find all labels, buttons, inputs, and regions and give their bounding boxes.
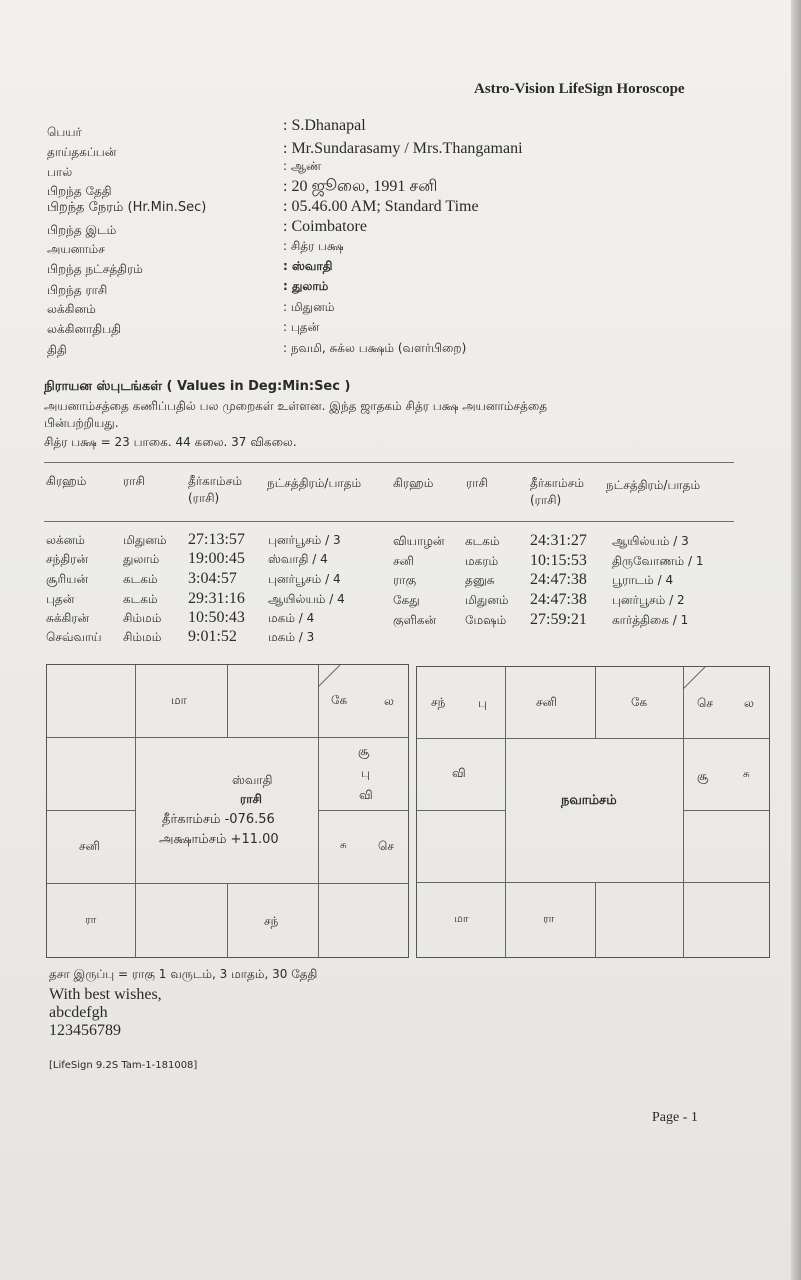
grid-line <box>318 810 408 811</box>
grid-line <box>595 667 596 738</box>
navamsa-cell-text: சூ <box>697 769 709 783</box>
table-cell: கடகம் <box>465 534 500 548</box>
table-cell: 27:59:21 <box>530 611 587 628</box>
header-title: Astro-Vision LifeSign Horoscope <box>474 81 685 97</box>
table-cell: தனுசு <box>465 573 495 587</box>
detail-label: அயனாம்ச <box>47 242 105 256</box>
detail-label: பிறந்த இடம் <box>47 223 117 237</box>
table-cell: கேது <box>393 593 420 607</box>
table-cell: மகம் / 3 <box>268 630 315 644</box>
detail-label: பிறந்த தேதி <box>47 184 112 198</box>
navamsa-cell-text: கே <box>631 695 648 709</box>
detail-value: : புதன் <box>283 320 320 334</box>
grid-line <box>47 737 408 738</box>
grid-line <box>318 665 319 957</box>
rasi-cell-text: செ <box>378 839 394 853</box>
grid-line <box>227 883 228 957</box>
dasa-balance: தசா இருப்பு = ராகு 1 வருடம், 3 மாதம், 30 தேதி <box>49 967 318 981</box>
table-cell: வியாழன் <box>393 534 445 548</box>
table-cell: திருவோணம் / 1 <box>612 554 704 568</box>
rasi-cell-text: ல <box>384 694 394 708</box>
detail-value: : 05.46.00 AM; Standard Time <box>283 198 479 215</box>
table-cell: 3:04:57 <box>188 570 237 587</box>
navamsa-chart <box>416 666 770 958</box>
grid-line <box>683 810 769 811</box>
grid-line <box>595 882 596 957</box>
table-cell: கடகம் <box>123 572 158 586</box>
table-cell: 24:31:27 <box>530 532 587 549</box>
rasi-cell-text: மா <box>171 693 187 707</box>
table-cell: மிதுனம் <box>123 533 167 547</box>
navamsa-cell-text: பு <box>478 696 487 710</box>
navamsa-cell-text: சனி <box>536 695 557 709</box>
rasi-center-latitude: அக்ஷாம்சம் +11.00 <box>159 832 279 847</box>
table-cell: செவ்வாய் <box>46 630 102 644</box>
rasi-center-star: ஸ்வாதி <box>232 773 273 787</box>
table-cell: புனர்பூசம் / 3 <box>268 533 341 547</box>
table-cell: துலாம் <box>123 552 160 566</box>
table-cell: சிம்மம் <box>123 630 162 644</box>
signature-number: 123456789 <box>49 1022 121 1039</box>
table-header-cell: கிரஹம் <box>46 474 87 488</box>
table-cell: 10:15:53 <box>530 552 587 569</box>
table-cell: ஸ்வாதி / 4 <box>268 552 328 566</box>
software-version: [LifeSign 9.2S Tam-1-181008] <box>49 1060 198 1071</box>
detail-value: : ஸ்வாதி <box>283 259 333 273</box>
grid-line <box>417 810 505 811</box>
grid-line <box>683 667 684 957</box>
table-cell: மகம் / 4 <box>268 611 315 625</box>
table-top-rule <box>44 462 734 463</box>
table-header-cell: ராசி <box>123 474 145 488</box>
rasi-chart <box>46 664 409 958</box>
table-header-cell: (ராசி) <box>530 493 562 507</box>
table-header-cell: ராசி <box>466 476 488 490</box>
navamsa-cell-text: மா <box>454 912 469 925</box>
table-cell: 24:47:38 <box>530 571 587 588</box>
rasi-center-title: ராசி <box>240 792 262 806</box>
lagna-marker <box>318 665 340 687</box>
table-cell: சந்திரன் <box>46 552 89 566</box>
table-header-cell: தீர்காம்சம் <box>188 474 242 488</box>
navamsa-cell-text: ரா <box>543 912 555 925</box>
table-header-cell: கிரஹம் <box>393 476 434 490</box>
rasi-cell-text: கே <box>331 693 348 707</box>
detail-value: : ஆண் <box>283 159 322 173</box>
wishes-text: With best wishes, <box>49 986 162 1003</box>
table-cell: மகரம் <box>465 554 499 568</box>
navamsa-cell-text: ல <box>744 696 754 710</box>
detail-label: லக்கினாதிபதி <box>47 322 121 336</box>
table-cell: மேஷம் <box>465 613 507 627</box>
detail-value: : மிதுனம் <box>283 300 335 314</box>
table-cell: கடகம் <box>123 592 158 606</box>
table-header-rule <box>44 521 734 522</box>
detail-label: பிறந்த நட்சத்திரம் <box>47 262 143 276</box>
table-cell: மிதுனம் <box>465 593 509 607</box>
table-cell: புனர்பூசம் / 2 <box>612 593 685 607</box>
table-cell: 9:01:52 <box>188 628 237 645</box>
detail-value: : Mr.Sundarasamy / Mrs.Thangamani <box>283 140 523 157</box>
navamsa-cell-text: வி <box>452 766 466 780</box>
table-cell: 24:47:38 <box>530 591 587 608</box>
grid-line <box>47 810 135 811</box>
signature-line: abcdefgh <box>49 1004 108 1021</box>
rasi-cell-text: வி <box>359 788 373 802</box>
rasi-cell-text: பு <box>361 766 370 780</box>
table-cell: புதன் <box>46 592 75 606</box>
navamsa-center-title: நவாம்சம் <box>561 793 617 808</box>
rasi-center-longitude: தீர்காம்சம் -076.56 <box>162 812 275 827</box>
detail-value: : துலாம் <box>283 279 329 293</box>
table-cell: 29:31:16 <box>188 590 245 607</box>
table-cell: சிம்மம் <box>123 611 162 625</box>
table-cell: 19:00:45 <box>188 550 245 567</box>
detail-value: : சித்ர பக்ஷ <box>283 239 344 253</box>
detail-value: : 20 ஜூலை, 1991 சனி <box>283 178 438 195</box>
detail-label: தாய்தகப்பன் <box>47 145 117 159</box>
table-header-cell: தீர்காம்சம் <box>530 476 584 490</box>
section-heading: நிராயன ஸ்புடங்கள் ( Values in Deg:Min:Sec ) <box>44 379 351 394</box>
ayanamsa-note: அயனாம்சத்தை கணிப்பதில் பல முறைகள் உள்ளன. இந்த ஜாதகம் சித்ர பக்ஷ அயனாம்சத்தை <box>44 399 548 413</box>
grid-line <box>417 738 769 739</box>
rasi-cell-text: சூ <box>358 744 370 758</box>
ayanamsa-note: பின்பற்றியது. <box>44 416 119 430</box>
rasi-cell-text: சந் <box>264 914 279 928</box>
rasi-cell-text: சனி <box>79 839 100 853</box>
table-header-cell: (ராசி) <box>188 491 220 505</box>
detail-label: திதி <box>47 343 67 357</box>
detail-label: லக்கினம் <box>47 302 96 316</box>
ayanamsa-value: சித்ர பக்ஷ = 23 பாகை. 44 கலை. 37 விகலை. <box>44 435 297 449</box>
detail-value: : நவமி, சுக்ல பக்ஷம் (வளர்பிறை) <box>283 341 467 355</box>
detail-label: பிறந்த ராசி <box>47 283 108 297</box>
navamsa-cell-text: செ <box>697 696 713 710</box>
table-cell: பூராடம் / 4 <box>612 573 674 587</box>
lagna-marker <box>683 667 705 689</box>
table-cell: கார்த்திகை / 1 <box>612 613 689 627</box>
grid-line <box>505 667 506 957</box>
grid-line <box>417 882 769 883</box>
detail-value: : S.Dhanapal <box>283 117 366 134</box>
table-cell: ஆயில்யம் / 4 <box>268 592 345 606</box>
detail-label: பிறந்த நேரம் (Hr.Min.Sec) <box>47 200 207 215</box>
table-header-cell: நட்சத்திரம்/பாதம் <box>606 478 701 492</box>
table-cell: சுக்கிரன் <box>46 611 90 625</box>
table-cell: சூரியன் <box>46 572 89 586</box>
detail-label: பால் <box>47 165 73 179</box>
rasi-cell-text: சு <box>340 840 347 851</box>
rasi-cell-text: ரா <box>85 913 97 926</box>
table-cell: 27:13:57 <box>188 531 245 548</box>
detail-value: : Coimbatore <box>283 218 367 235</box>
navamsa-cell-text: சு <box>743 769 750 780</box>
grid-line <box>227 665 228 737</box>
table-cell: லக்னம் <box>46 533 85 547</box>
navamsa-cell-text: சந் <box>431 695 446 709</box>
grid-line <box>135 665 136 957</box>
page-edge-shadow <box>791 0 801 1280</box>
table-cell: குளிகன் <box>393 613 437 627</box>
detail-label: பெயர் <box>47 125 82 139</box>
table-cell: ராகு <box>393 573 417 587</box>
page-number: Page - 1 <box>652 1110 698 1125</box>
table-cell: 10:50:43 <box>188 609 245 626</box>
table-cell: சனி <box>393 554 414 568</box>
table-cell: புனர்பூசம் / 4 <box>268 572 341 586</box>
table-header-cell: நட்சத்திரம்/பாதம் <box>267 476 362 490</box>
table-cell: ஆயில்யம் / 3 <box>612 534 689 548</box>
